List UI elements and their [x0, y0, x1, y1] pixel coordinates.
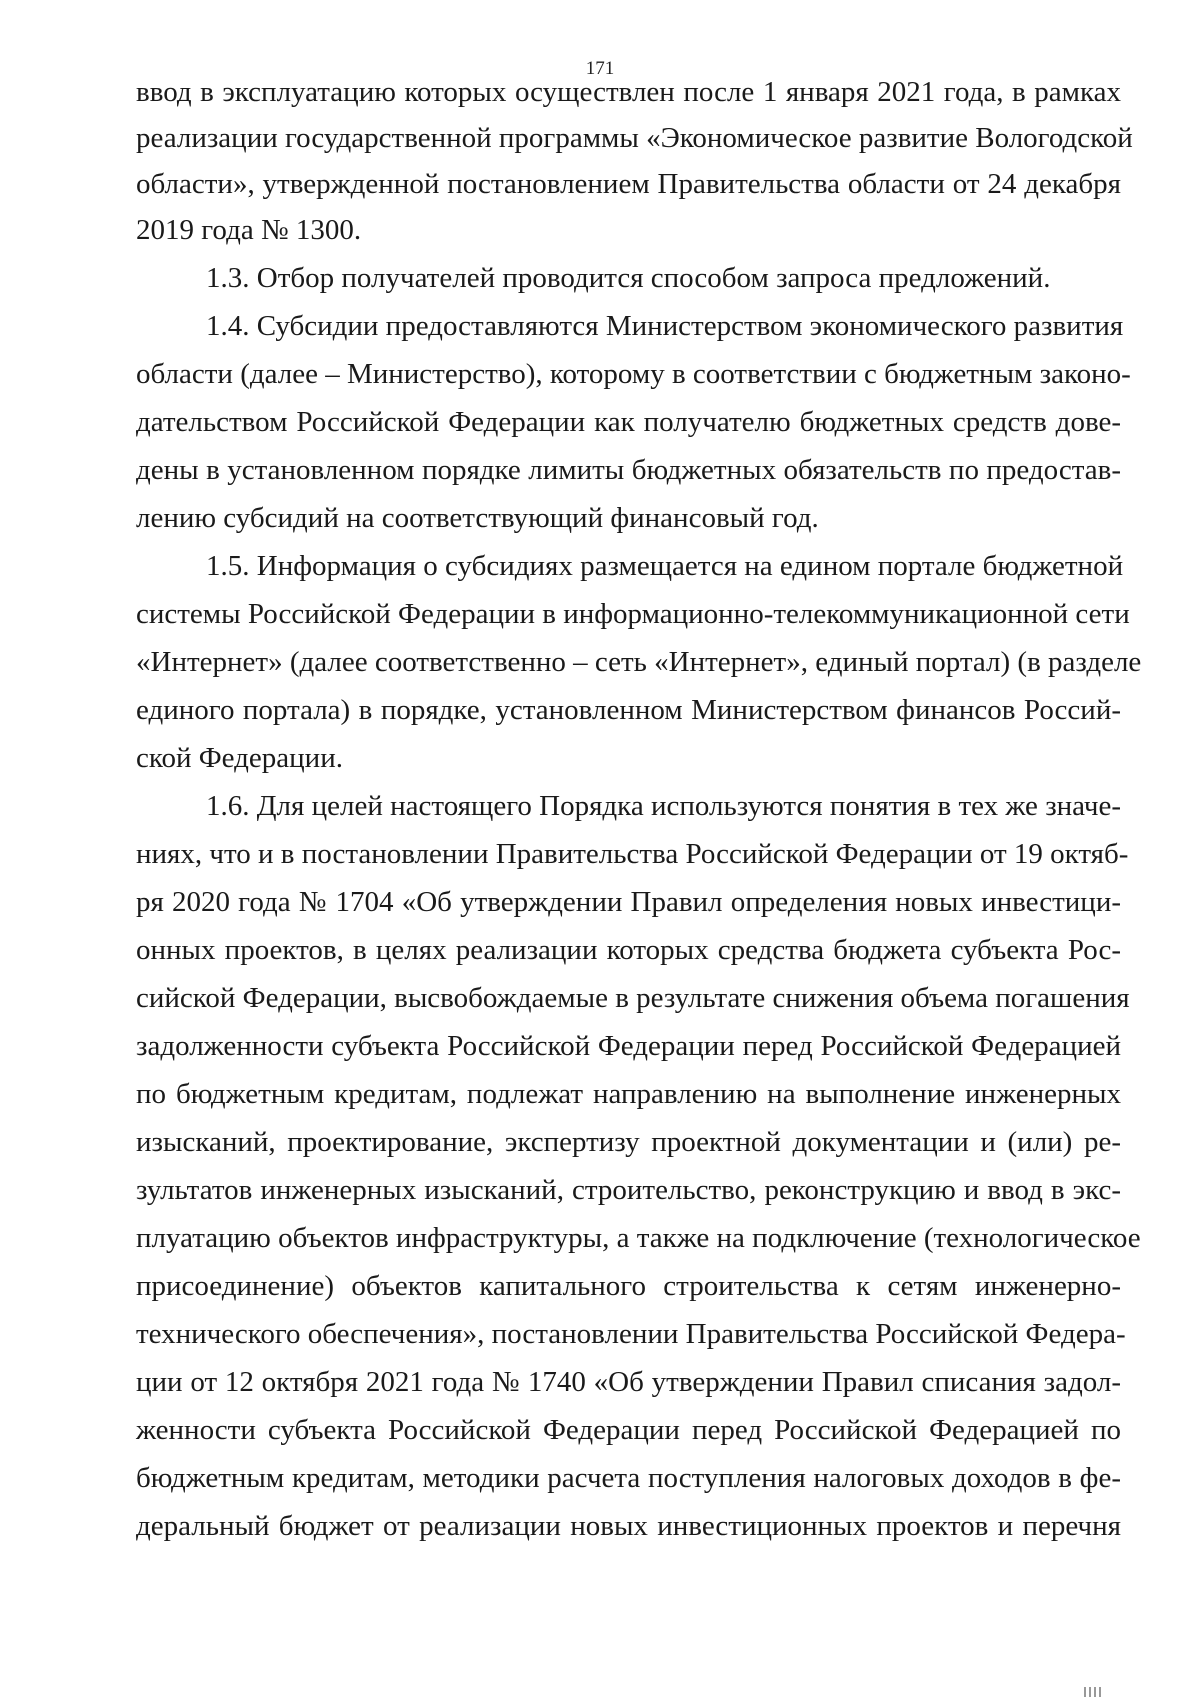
- text-line: бюджетным кредитам, методики расчета поступления налоговых доходов в фе-: [136, 1462, 1121, 1494]
- text-line: области», утвержденной постановлением Правительства области от 24 декабря: [136, 168, 1121, 200]
- text-line: зультатов инженерных изысканий, строительство, реконструкцию и ввод в экс-: [136, 1174, 1121, 1206]
- page-number: 171: [585, 58, 615, 79]
- text-line: плуатацию объектов инфраструктуры, а также на подключение (технологическое: [136, 1222, 1141, 1254]
- text-line: дательством Российской Федерации как получателю бюджетных средств дове-: [136, 406, 1121, 438]
- text-line: единого портала) в порядке, установленном Министерством финансов Россий-: [136, 694, 1121, 726]
- text-line: деральный бюджет от реализации новых инвестиционных проектов и перечня: [136, 1510, 1121, 1542]
- text-line: присоединение) объектов капитального строительства к сетям инженерно-: [136, 1270, 1121, 1302]
- text-line: технического обеспечения», постановлении Правительства Российской Федера-: [136, 1318, 1126, 1350]
- text-line: реализации государственной программы «Экономическое развитие Вологодской: [136, 122, 1133, 154]
- text-line: 1.6. Для целей настоящего Порядка используются понятия в тех же значе-: [206, 790, 1121, 822]
- text-line: 1.4. Субсидии предоставляются Министерством экономического развития: [206, 310, 1124, 342]
- text-line: задолженности субъекта Российской Федерации перед Российской Федерацией: [136, 1030, 1121, 1062]
- text-line: системы Российской Федерации в информационно-телекоммуникационной сети: [136, 598, 1130, 630]
- text-line: 1.3. Отбор получателей проводится способом запроса предложений.: [206, 262, 1051, 294]
- text-line: ввод в эксплуатацию которых осуществлен после 1 января 2021 года, в рамках: [136, 76, 1121, 108]
- text-line: сийской Федерации, высвобождаемые в результате снижения объема погашения: [136, 982, 1130, 1014]
- text-line: области (далее – Министерство), которому в соответствии с бюджетным законо-: [136, 358, 1131, 390]
- scan-mark: [1084, 1687, 1102, 1697]
- text-line: дены в установленном порядке лимиты бюджетных обязательств по предостав-: [136, 454, 1121, 486]
- text-line: онных проектов, в целях реализации которых средства бюджета субъекта Рос-: [136, 934, 1121, 966]
- text-line: 2019 года № 1300.: [136, 214, 362, 246]
- text-line: изысканий, проектирование, экспертизу проектной документации и (или) ре-: [136, 1126, 1121, 1158]
- text-line: ской Федерации.: [136, 742, 343, 774]
- text-line: лению субсидий на соответствующий финансовый год.: [136, 502, 819, 534]
- text-line: «Интернет» (далее соответственно – сеть «Интернет», единый портал) (в разделе: [136, 646, 1142, 678]
- text-line: ря 2020 года № 1704 «Об утверждении Правил определения новых инвестици-: [136, 886, 1121, 918]
- text-line: ции от 12 октября 2021 года № 1740 «Об утверждении Правил списания задол-: [136, 1366, 1121, 1398]
- text-line: женности субъекта Российской Федерации перед Российской Федерацией по: [136, 1414, 1121, 1446]
- text-line: 1.5. Информация о субсидиях размещается на едином портале бюджетной: [206, 550, 1124, 582]
- text-line: по бюджетным кредитам, подлежат направлению на выполнение инженерных: [136, 1078, 1121, 1110]
- text-line: ниях, что и в постановлении Правительства Российской Федерации от 19 октяб-: [136, 838, 1129, 870]
